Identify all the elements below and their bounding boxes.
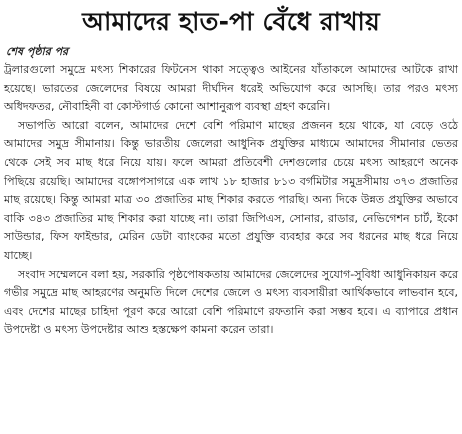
article-paragraph-1: ট্রলারগুলো সমুদ্রে মৎস্য শিকারের ফিটনেস থাকা সত্ত্বেও আইনের যাঁতাকলে আমাদের আটকে রাখা হয়েছে। ভারতের জেলেদের বিষয়ে আমরা দীর্ঘদিন ধরেই অভিযোগ করে আসছি। তার পরও মৎস্য অধিদফতর, নৌবাহিনী বা কোস্টগার্ড কোনো আশানুরূপ ব্যবস্থা গ্রহণ করেনি। [4, 63, 458, 114]
headline: আমাদের হাত-পা বেঁধে রাখায় [82, 7, 380, 36]
continued-from-label: শেষ পৃষ্ঠার পর [6, 45, 69, 58]
article-paragraph-3: সংবাদ সম্মেলনে বলা হয়, সরকারি পৃষ্ঠপোষকতায় আমাদের জেলেদের সুযোগ-সুবিধা আধুনিকায়ন করে গভীর সমুদ্রে মাছ আহরণের অনুমতি দিলে দেশের জেলে ও মৎস্য ব্যবসায়ীরা আর্থিকভাবে লাভবান হবে, এবং দেশের মাছের চাহিদা পূরণ করে আরো বেশি পরিমাণে রফতানি করা সম্ভব হবে। এ ব্যাপারে প্রধান উপদেষ্টা ও মৎস্য উপদেষ্টার আশু হস্তক্ষেপ কামনা করেন তারা। [4, 267, 458, 337]
article-body [0, 61, 462, 340]
article-paragraph-2: সভাপতি আরো বলেন, আমাদের দেশে বেশি পরিমাণ মাছের প্রজনন হয়ে থাকে, যা বেড়ে ওঠে আমাদের সমুদ্র সীমানায়। কিন্তু ভারতীয় জেলেরা আধুনিক প্রযুক্তির মাধ্যমে আমাদের সীমানার ভেতর থেকে সেই সব মাছ ধরে নিয়ে যায়। ফলে আমরা প্রতিবেশী দেশগুলোর চেয়ে মৎস্য আহরণে অনেক পিছিয়ে রয়েছি। আমাদের বঙ্গোপসাগরে এক লাখ ১৮ হাজার ৮১৩ বর্গমিটার সমুদ্রসীমায় ৩৭৩ প্রজাতির মাছ রয়েছে। কিন্তু আমরা মাত্র ৩০ প্রজাতির মাছ শিকার করতে পারছি। অন্য দিকে উন্নত প্রযুক্তির অভাবে বাকি ৩৪৩ প্রজাতির মাছ শিকার করা যাচ্ছে না। তারা জিপিএস, সোনার, রাডার, নেভিগেশন চার্ট, ইকো সাউন্ডার, ফিস ফাইন্ডার, মেরিন ডেটা ব্যাংকের মতো প্রযুক্তি ব্যবহার করে সব ধরনের মাছ ধরে নিয়ে যাচ্ছে। [4, 118, 458, 262]
